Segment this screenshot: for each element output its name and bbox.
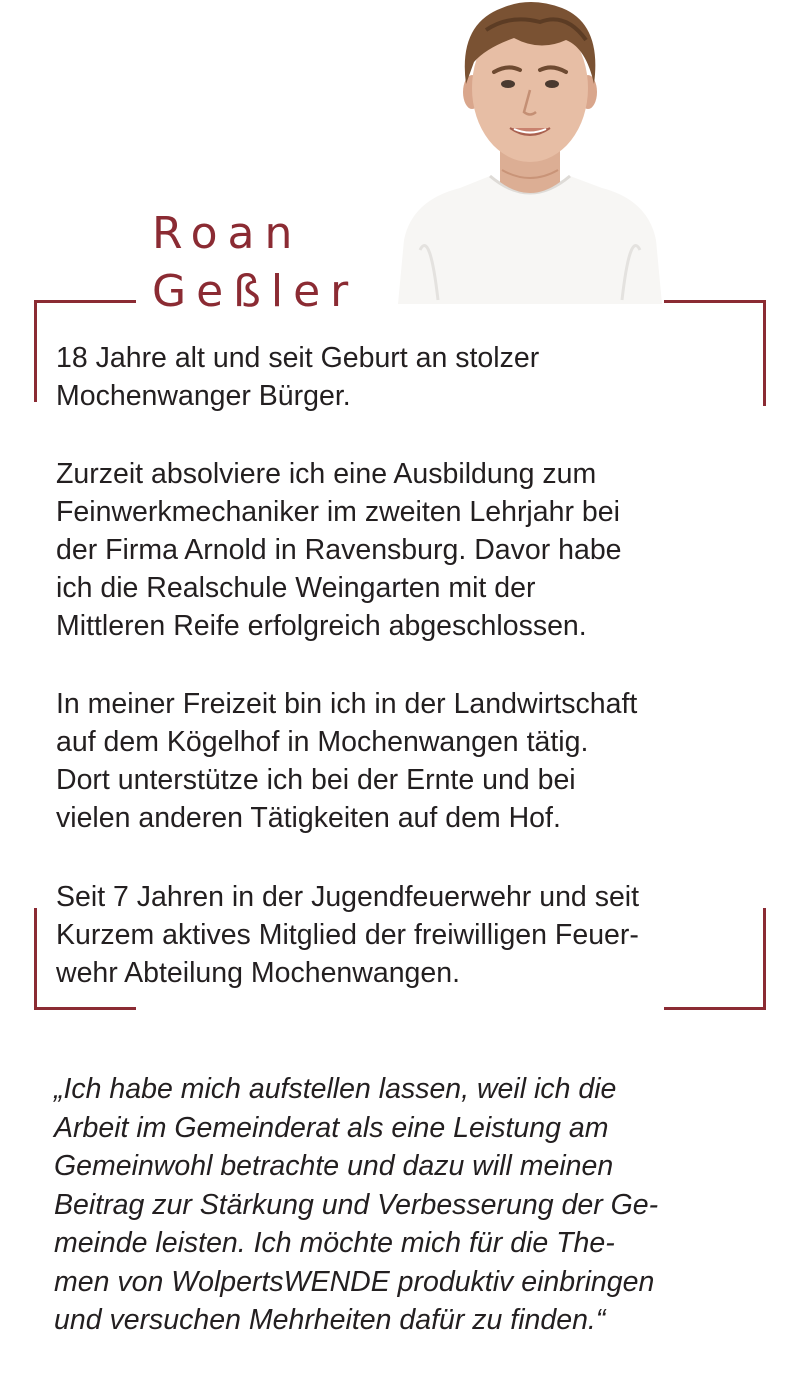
- bracket-bottom-right-vertical: [763, 908, 766, 1010]
- text-line: In meiner Freizeit bin ich in der Landwirtschaft: [56, 688, 638, 720]
- text-line: Dort unterstütze ich bei der Ernte und bei: [56, 764, 576, 796]
- bracket-top-left-horizontal: [34, 300, 136, 303]
- text-line: 18 Jahre alt und seit Geburt an stolzer: [56, 342, 540, 374]
- quote-line: Beitrag zur Stärkung und Verbesserung der Ge-: [54, 1188, 659, 1221]
- bio-paragraph-fire-brigade: [56, 878, 756, 992]
- quote-line: meinde leisten. Ich möchte mich für die The-: [54, 1227, 615, 1259]
- bracket-top-right-horizontal: [664, 300, 766, 303]
- text-line: vielen anderen Tätigkeiten auf dem Hof.: [56, 802, 561, 834]
- quote-line: men von WolpertsWENDE produktiv einbringen: [54, 1265, 655, 1298]
- text-line: Seit 7 Jahren in der Jugendfeuerwehr und seit: [56, 881, 640, 913]
- text-line: wehr Abteilung Mochenwangen.: [56, 957, 461, 989]
- text-line: Feinwerkmechaniker im zweiten Lehrjahr bei: [56, 496, 620, 528]
- text-line: Zurzeit absolviere ich eine Ausbildung zum: [56, 458, 597, 490]
- candidate-first-name: Roan: [152, 208, 303, 259]
- text-line: ich die Realschule Weingarten mit der: [56, 572, 536, 604]
- quote-line: Gemeinwohl betrachte und dazu will meinen: [54, 1150, 614, 1182]
- bio-paragraph-hobbies: [56, 685, 756, 837]
- candidate-last-name: Geßler: [152, 266, 359, 317]
- bio-paragraph-age: [56, 339, 756, 415]
- bracket-bottom-right-horizontal: [664, 1007, 766, 1010]
- bracket-top-right-vertical: [763, 300, 766, 406]
- bio-paragraph-education: [56, 455, 756, 645]
- text-line: auf dem Kögelhof in Mochenwangen tätig.: [56, 726, 589, 758]
- text-line: Mochenwanger Bürger.: [56, 380, 351, 412]
- bracket-bottom-left-vertical: [34, 908, 37, 1010]
- text-line: Kurzem aktives Mitglied der freiwilligen Feuer-: [56, 919, 639, 951]
- bracket-top-left-vertical: [34, 300, 37, 402]
- text-line: Mittleren Reife erfolgreich abgeschlossen.: [56, 610, 587, 642]
- candidate-photo: [390, 0, 670, 304]
- text-line: der Firma Arnold in Ravensburg. Davor habe: [56, 534, 622, 566]
- candidate-quote: [54, 1070, 764, 1340]
- bracket-bottom-left-horizontal: [34, 1007, 136, 1010]
- quote-line: und versuchen Mehrheiten dafür zu finden.“: [54, 1304, 606, 1336]
- quote-line: Arbeit im Gemeinderat als eine Leistung am: [54, 1111, 609, 1144]
- quote-line: „Ich habe mich aufstellen lassen, weil ich die: [54, 1073, 617, 1105]
